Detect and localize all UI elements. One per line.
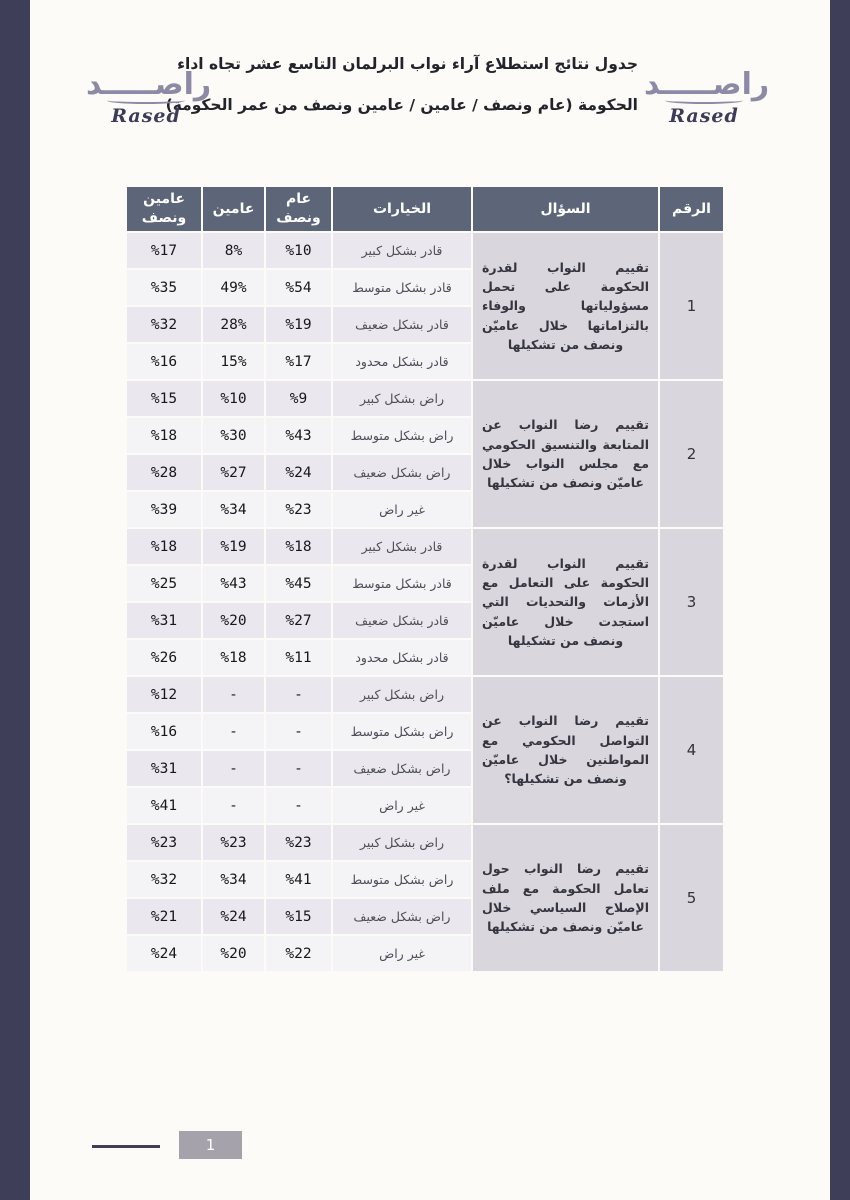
- value-year-and-half: %11: [265, 639, 332, 676]
- value-two-and-half: %17: [126, 232, 202, 269]
- value-two-and-half: %31: [126, 602, 202, 639]
- right-page-border: [830, 0, 850, 1200]
- value-year-and-half: %15: [265, 898, 332, 935]
- question-group-5: [126, 824, 724, 972]
- question-group-3: [126, 528, 724, 676]
- rased-logo-left: [86, 67, 212, 127]
- choice-label: قادر بشكل محدود: [332, 343, 472, 380]
- value-year-and-half: %18: [265, 528, 332, 565]
- rased-logo-latin-text: Rased: [111, 105, 181, 127]
- header-question: السؤال: [472, 186, 659, 232]
- value-two-years: -: [202, 750, 265, 787]
- question-number: 1: [659, 232, 724, 380]
- value-two-years: -: [202, 676, 265, 713]
- rased-logo-right: [644, 67, 770, 127]
- value-year-and-half: -: [265, 713, 332, 750]
- question-number: 3: [659, 528, 724, 676]
- footer-decorative-line: [92, 1145, 160, 1148]
- value-two-years: %23: [202, 824, 265, 861]
- choice-label: راض بشكل متوسط: [332, 417, 472, 454]
- value-two-and-half: %23: [126, 824, 202, 861]
- choice-label: غير راض: [332, 935, 472, 972]
- question-group-2: [126, 380, 724, 528]
- value-two-and-half: %26: [126, 639, 202, 676]
- value-two-and-half: %21: [126, 898, 202, 935]
- rased-logo-arabic-text: راصـــــد: [644, 67, 770, 102]
- value-two-years: -: [202, 787, 265, 824]
- header-number: الرقم: [659, 186, 724, 232]
- value-two-years: 15%: [202, 343, 265, 380]
- value-year-and-half: %19: [265, 306, 332, 343]
- value-year-and-half: %10: [265, 232, 332, 269]
- value-year-and-half: %45: [265, 565, 332, 602]
- value-year-and-half: %54: [265, 269, 332, 306]
- rased-logo-latin-text: Rased: [669, 105, 739, 127]
- value-year-and-half: %43: [265, 417, 332, 454]
- value-two-and-half: %25: [126, 565, 202, 602]
- question-text: تقييم رضا النواب عن المتابعة والتنسيق الحكومي مع مجلس النواب خلال عاميّن ونصف من تشكيلها: [472, 380, 659, 528]
- choice-label: راض بشكل ضعيف: [332, 898, 472, 935]
- value-two-and-half: %24: [126, 935, 202, 972]
- choice-label: راض بشكل ضعيف: [332, 454, 472, 491]
- value-year-and-half: %22: [265, 935, 332, 972]
- value-year-and-half: -: [265, 750, 332, 787]
- header-two-years: عامين: [202, 186, 265, 232]
- value-two-and-half: %35: [126, 269, 202, 306]
- choice-label: قادر بشكل متوسط: [332, 565, 472, 602]
- table-row: [126, 528, 724, 565]
- table-row: [126, 676, 724, 713]
- header-two-and-half-years: عامين ونصف: [126, 186, 202, 232]
- choice-label: راض بشكل ضعيف: [332, 750, 472, 787]
- table-header-row: [126, 186, 724, 232]
- question-text: تقييم رضا النواب عن التواصل الحكومي مع المواطنين خلال عاميّن ونصف من تشكيلها؟: [472, 676, 659, 824]
- value-two-years: %34: [202, 861, 265, 898]
- header-choices: الخيارات: [332, 186, 472, 232]
- title-line-2: الحكومة (عام ونصف / عامين / عامين ونصف من عمر الحكومة): [165, 96, 638, 114]
- value-year-and-half: %23: [265, 824, 332, 861]
- value-two-and-half: %18: [126, 417, 202, 454]
- survey-results-table: [125, 185, 725, 973]
- title-line-1: جدول نتائج استطلاع آراء نواب البرلمان التاسع عشر تجاه اداء: [177, 55, 638, 73]
- value-two-years: 8%: [202, 232, 265, 269]
- value-year-and-half: %9: [265, 380, 332, 417]
- left-page-border: [0, 0, 30, 1200]
- value-two-and-half: %15: [126, 380, 202, 417]
- value-two-years: %19: [202, 528, 265, 565]
- table-row: [126, 824, 724, 861]
- value-two-years: %27: [202, 454, 265, 491]
- value-two-and-half: %41: [126, 787, 202, 824]
- table-row: [126, 232, 724, 269]
- value-two-years: %30: [202, 417, 265, 454]
- choice-label: راض بشكل كبير: [332, 824, 472, 861]
- question-number: 2: [659, 380, 724, 528]
- choice-label: راض بشكل متوسط: [332, 713, 472, 750]
- value-two-years: %43: [202, 565, 265, 602]
- value-two-and-half: %39: [126, 491, 202, 528]
- document-title: [165, 44, 638, 126]
- choice-label: راض بشكل كبير: [332, 380, 472, 417]
- question-group-4: [126, 676, 724, 824]
- choice-label: قادر بشكل كبير: [332, 528, 472, 565]
- value-two-years: %18: [202, 639, 265, 676]
- value-two-years: -: [202, 713, 265, 750]
- value-two-years: %20: [202, 602, 265, 639]
- question-text: تقييم النواب لقدرة الحكومة على التعامل مع الأزمات والتحديات التي استجدت خلال عاميّن ونصف من تشكيلها: [472, 528, 659, 676]
- choice-label: قادر بشكل ضعيف: [332, 602, 472, 639]
- value-two-years: %34: [202, 491, 265, 528]
- value-year-and-half: %41: [265, 861, 332, 898]
- value-two-years: %10: [202, 380, 265, 417]
- header-year-and-half: عام ونصف: [265, 186, 332, 232]
- question-text: تقييم النواب لقدرة الحكومة على تحمل مسؤولياتها والوفاء بالتزاماتها خلال عاميّن ونصف من تشكيلها: [472, 232, 659, 380]
- value-two-and-half: %16: [126, 713, 202, 750]
- value-two-and-half: %16: [126, 343, 202, 380]
- choice-label: قادر بشكل متوسط: [332, 269, 472, 306]
- choice-label: قادر بشكل محدود: [332, 639, 472, 676]
- value-two-and-half: %12: [126, 676, 202, 713]
- value-two-years: 49%: [202, 269, 265, 306]
- value-two-years: %24: [202, 898, 265, 935]
- choice-label: قادر بشكل ضعيف: [332, 306, 472, 343]
- value-two-and-half: %28: [126, 454, 202, 491]
- value-two-and-half: %32: [126, 861, 202, 898]
- choice-label: قادر بشكل كبير: [332, 232, 472, 269]
- value-two-years: %20: [202, 935, 265, 972]
- question-number: 5: [659, 824, 724, 972]
- value-year-and-half: %27: [265, 602, 332, 639]
- value-year-and-half: -: [265, 676, 332, 713]
- choice-label: راض بشكل متوسط: [332, 861, 472, 898]
- question-number: 4: [659, 676, 724, 824]
- table-row: [126, 380, 724, 417]
- value-year-and-half: %23: [265, 491, 332, 528]
- value-two-years: 28%: [202, 306, 265, 343]
- question-group-1: [126, 232, 724, 380]
- question-text: تقييم رضا النواب حول تعامل الحكومة مع ملف الإصلاح السياسي خلال عاميّن ونصف من تشكيلها: [472, 824, 659, 972]
- value-two-and-half: %18: [126, 528, 202, 565]
- value-two-and-half: %32: [126, 306, 202, 343]
- value-year-and-half: -: [265, 787, 332, 824]
- page-number-badge: 1: [179, 1131, 242, 1159]
- value-two-and-half: %31: [126, 750, 202, 787]
- value-year-and-half: %17: [265, 343, 332, 380]
- rased-logo-arabic-text: راصـــــد: [86, 67, 212, 102]
- value-year-and-half: %24: [265, 454, 332, 491]
- choice-label: غير راض: [332, 491, 472, 528]
- choice-label: غير راض: [332, 787, 472, 824]
- choice-label: راض بشكل كبير: [332, 676, 472, 713]
